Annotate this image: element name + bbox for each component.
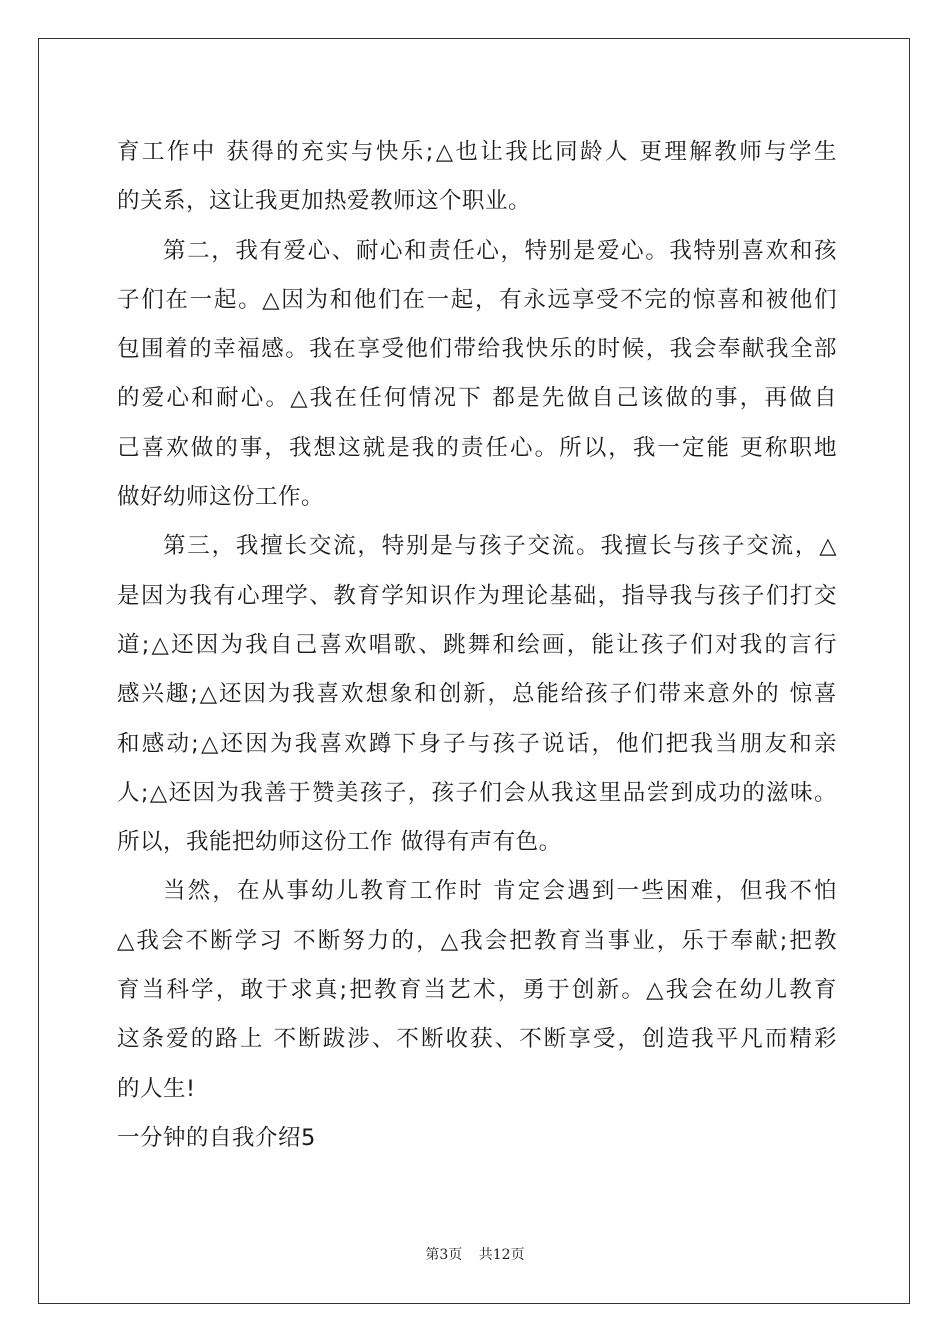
text-line: △我会不断学习 不断努力的，△我会把教育当事业，乐于奉献;把教 xyxy=(117,927,837,954)
text-line: 的人生! xyxy=(117,1075,196,1102)
text-line: 人;△还因为我善于赞美孩子，孩子们会从我这里品尝到成功的滋味。 xyxy=(117,779,837,806)
text-line: 一分钟的自我介绍5 xyxy=(117,1124,316,1151)
text-line: 的爱心和耐心。△我在任何情况下 都是先做自己该做的事，再做自 xyxy=(117,385,837,412)
text-line: 是因为我有心理学、教育学知识作为理论基础，指导我与孩子们打交 xyxy=(117,582,837,609)
text-line: 包围着的幸福感。我在享受他们带给我快乐的时候，我会奉献我全部 xyxy=(117,336,837,363)
text-line: 道;△还因为我自己喜欢唱歌、跳舞和绘画，能让孩子们对我的言行 xyxy=(117,631,837,658)
text-line: 的关系，这让我更加热爱教师这个职业。 xyxy=(117,188,532,215)
text-line: 子们在一起。△因为和他们在一起，有永远享受不完的惊喜和被他们 xyxy=(117,286,837,313)
page-number: 第3页 xyxy=(425,1247,463,1263)
page-footer xyxy=(0,1244,950,1264)
text-line: 己喜欢做的事，我想这就是我的责任心。所以，我一定能 更称职地 xyxy=(117,434,837,461)
text-line: 育当科学，敢于求真;把教育当艺术，勇于创新。△我会在幼儿教育 xyxy=(117,977,837,1004)
page-total: 共12页 xyxy=(478,1247,525,1263)
text-line: 这条爱的路上 不断跋涉、不断收获、不断享受，创造我平凡而精彩 xyxy=(117,1026,837,1053)
document-body xyxy=(117,128,837,1163)
text-line: 和感动;△还因为我喜欢蹲下身子与孩子说话，他们把我当朋友和亲 xyxy=(117,730,837,757)
text-line: 做好幼师这份工作。 xyxy=(117,484,325,511)
text-line: 当然，在从事幼儿教育工作时 肯定会遇到一些困难，但我不怕 xyxy=(163,878,837,905)
text-line: 育工作中 获得的充实与快乐;△也让我比同龄人 更理解教师与学生 xyxy=(117,139,837,165)
text-line: 第二，我有爱心、耐心和责任心，特别是爱心。我特别喜欢和孩 xyxy=(163,237,837,264)
text-line: 所以，我能把幼师这份工作 做得有声有色。 xyxy=(117,829,562,856)
text-line: 感兴趣;△还因为我喜欢想象和创新，总能给孩子们带来意外的 惊喜 xyxy=(117,681,837,708)
text-line: 第三，我擅长交流，特别是与孩子交流。我擅长与孩子交流，△ xyxy=(163,533,837,560)
